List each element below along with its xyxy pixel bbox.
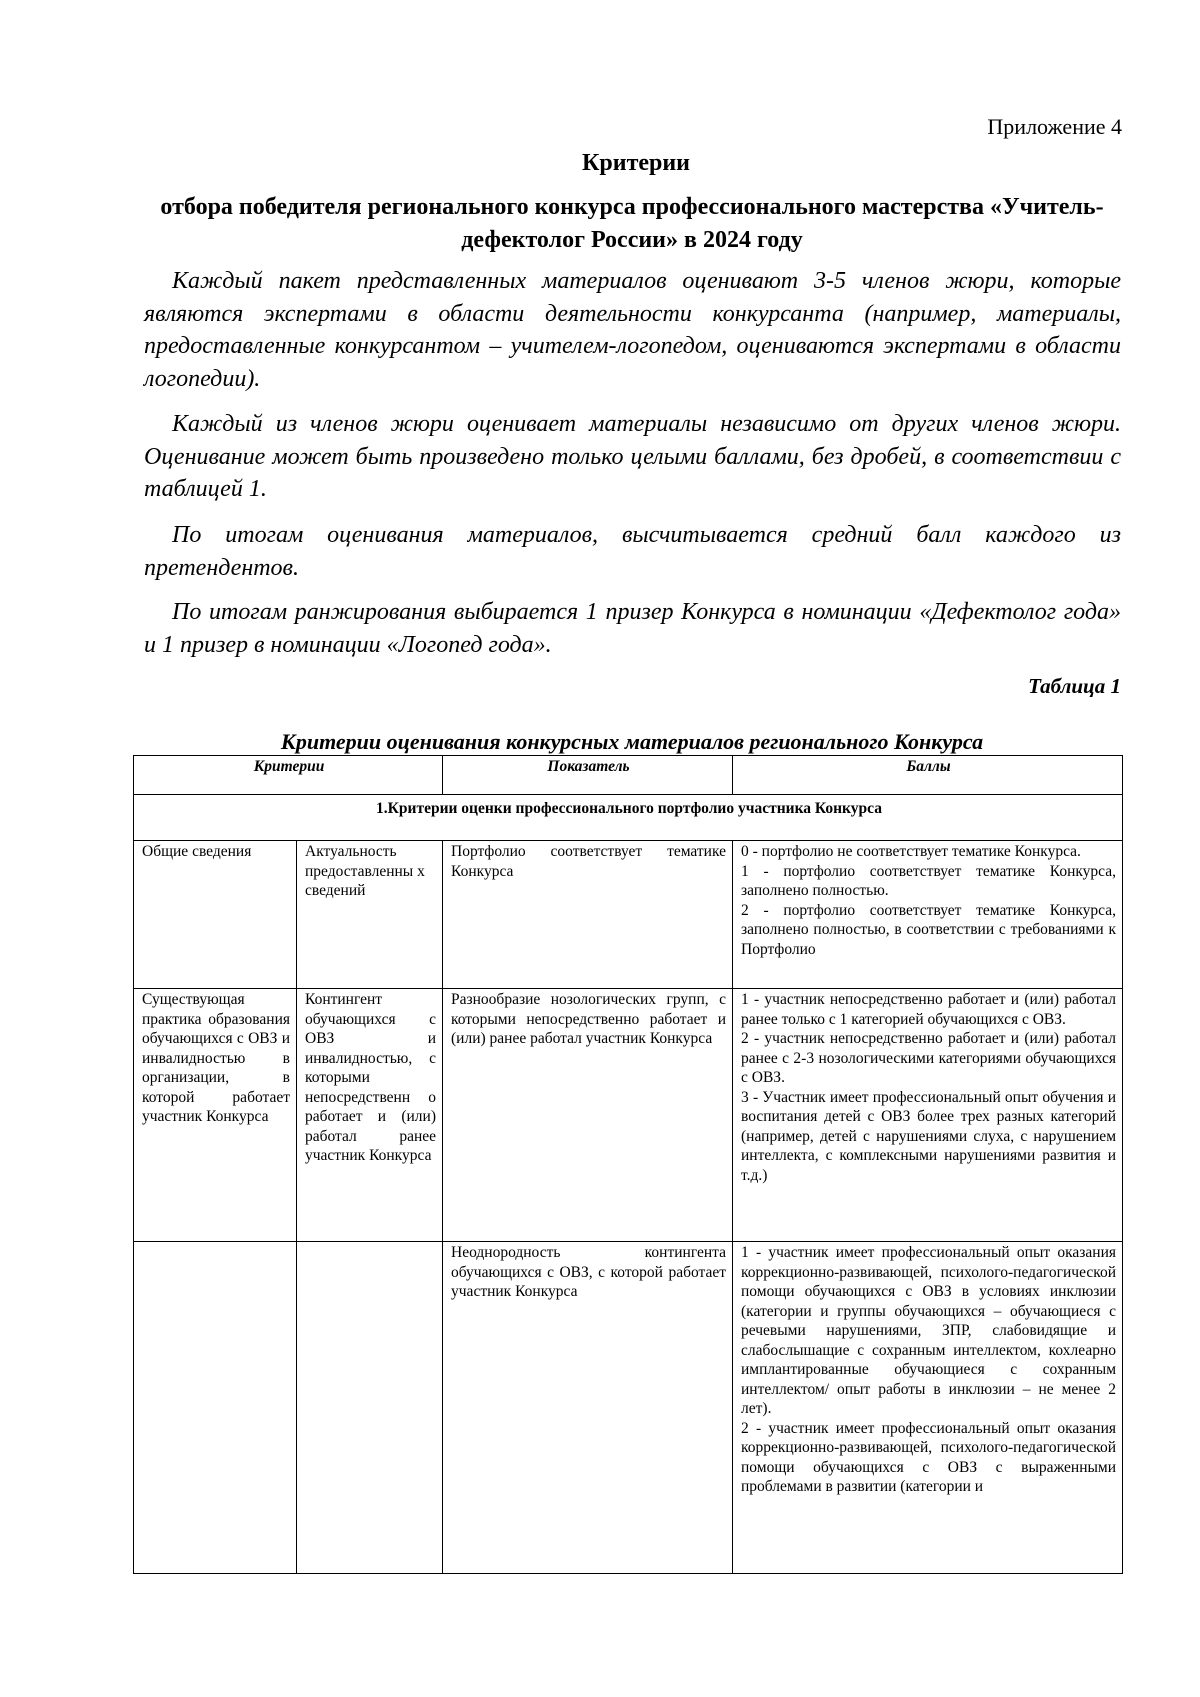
table-caption: Критерии оценивания конкурсных материалов регионального Конкурса: [280, 729, 984, 754]
points-line: 1 - участник имеет профессиональный опыт оказания коррекционно-развивающей, психолого-педагогической помощи обучающихся с ОВЗ в условиях инклюзии (категории и группы обучающихся – обучающиеся с речевыми нарушениями, ЗПР, слабовидящие и слабослышащие с сохранным интеллектом, кохлеарно имплантированные обучающиеся с сохранным интеллектом/ опыт работы в инклюзии – не менее 2 лет).: [741, 1244, 1117, 1417]
criterion-cell: Общие сведения: [134, 841, 297, 989]
points-cell: [733, 989, 1123, 1242]
paragraph: Каждый пакет представленных материалов оценивают 3-5 членов жюри, которые являются экспертами в области деятельности конкурсанта (например, материалы, предоставленные конкурсантом – учителем-логопедом, оцениваются экспертами в области логопедии).: [144, 268, 1121, 392]
table-row: [134, 989, 1123, 1242]
header-indicator: Показатель: [443, 756, 733, 795]
subcriterion-cell: Контингент обучающихся с ОВЗ и инвалидностью, с которыми непосредственн о работает и (или) работал ранее участник Конкурса: [297, 989, 443, 1242]
points-line: 0 - портфолио не соответствует тематике Конкурса.: [741, 843, 1081, 860]
criteria-table: [133, 755, 1123, 1574]
points-line: 2 - портфолио соответствует тематике Конкурса, заполнено полностью, в соответствии с требованиями к Портфолио: [741, 901, 1117, 958]
section-title: 1.Критерии оценки профессионального портфолио участника Конкурса: [134, 795, 1123, 841]
header-criteria: Критерии: [134, 756, 443, 795]
paragraph: Каждый из членов жюри оценивает материалы независимо от других членов жюри. Оценивание может быть произведено только целыми баллами, без дробей, в соответствии с таблицей 1.: [144, 411, 1121, 502]
subcriterion-cell: Актуальность предоставленны х сведений: [297, 841, 443, 989]
subcriterion-cell: [297, 1242, 443, 1574]
criterion-cell: Существующая практика образования обучающихся с ОВЗ и инвалидностью в организации, в которой работает участник Конкурса: [134, 989, 297, 1242]
points-line: 2 - участник имеет профессиональный опыт оказания коррекционно-развивающей, психолого-педагогической помощи обучающихся с ОВЗ с выраженными проблемами в развитии (категории и: [741, 1419, 1117, 1495]
table-row: [134, 841, 1123, 989]
table-row: [134, 1242, 1123, 1574]
indicator-cell: Разнообразие нозологических групп, с которыми непосредственно работает и (или) ранее работал участник Конкурса: [443, 989, 733, 1242]
document-subtitle: отбора победителя регионального конкурса профессионального мастерства «Учитель-дефектолог России» в 2024 году: [160, 194, 1104, 253]
paragraph: По итогам ранжирования выбирается 1 призер Конкурса в номинации «Дефектолог года» и 1 призер в номинации «Логопед года».: [144, 599, 1121, 658]
indicator-cell: Неоднородность контингента обучающихся с ОВЗ, с которой работает участник Конкурса: [443, 1242, 733, 1574]
criterion-cell: [134, 1242, 297, 1574]
section-row: [134, 795, 1123, 841]
appendix-label: Приложение 4: [987, 114, 1122, 139]
points-line: 1 - участник непосредственно работает и (или) работал ранее только с 1 категорией обучающихся с ОВЗ.: [741, 991, 1117, 1028]
paragraph: По итогам оценивания материалов, высчитывается средний балл каждого из претендентов.: [144, 522, 1121, 581]
points-cell: [733, 841, 1123, 989]
document-title: Критерии: [581, 150, 691, 176]
table-header-row: [134, 756, 1123, 795]
points-line: 3 - Участник имеет профессиональный опыт обучения и воспитания детей с ОВЗ более трех разных категорий (например, детей с нарушениями слуха, с нарушением интеллекта, с комплексными нарушениями развития и т.д.): [741, 1088, 1117, 1184]
indicator-cell: Портфолио соответствует тематике Конкурса: [443, 841, 733, 989]
table-number: Таблица 1: [1028, 674, 1121, 698]
points-line: 2 - участник непосредственно работает и (или) работал ранее с 2-3 нозологическими категориями обучающихся с ОВЗ.: [741, 1030, 1117, 1086]
points-cell: [733, 1242, 1123, 1574]
header-points: Баллы: [733, 756, 1123, 795]
points-line: 1 - портфолио соответствует тематике Конкурса, заполнено полностью.: [741, 862, 1117, 899]
